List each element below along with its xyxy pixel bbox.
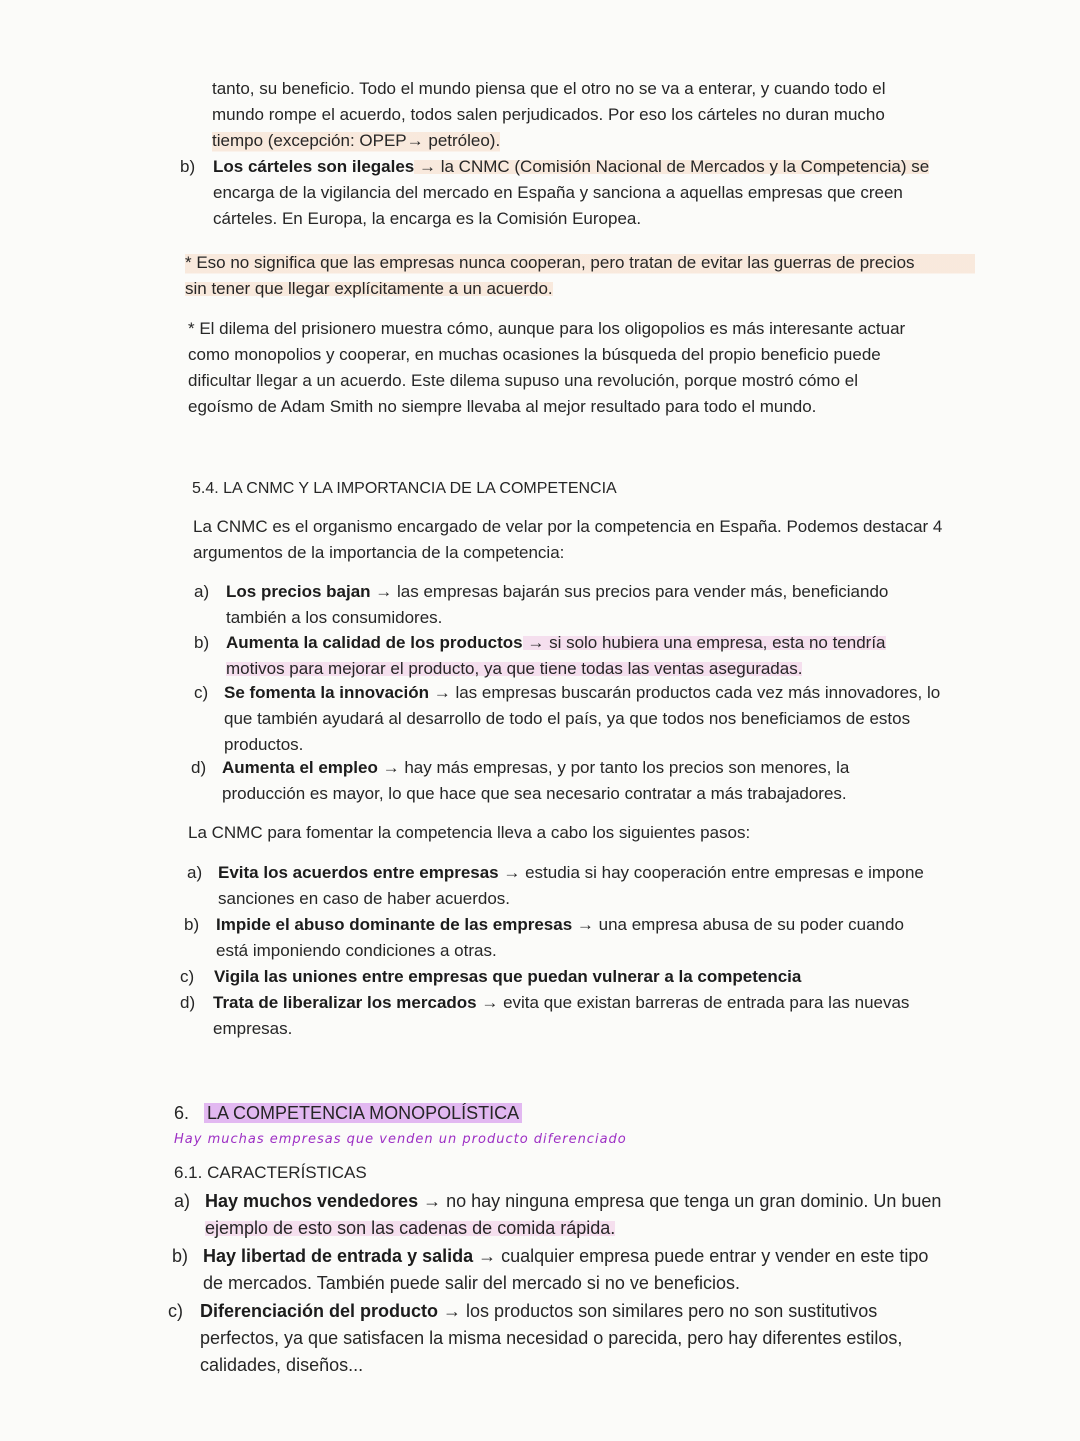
list-item-bold: Evita los acuerdos entre empresas	[218, 863, 499, 882]
list-label: d)	[191, 758, 207, 777]
list-item-text: → si solo hubiera una empresa, esta no tendría	[522, 633, 886, 652]
text-line: * El dilema del prisionero muestra cómo, aunque para los oligopolios es más interesante actuar	[188, 319, 906, 338]
text-line: tiempo (excepción: OPEP→ petróleo).	[212, 128, 500, 154]
text-line: ejemplo de esto son las cadenas de comida rápida.	[205, 1218, 616, 1238]
text-line: como monopolios y cooperar, en muchas ocasiones la búsqueda del propio beneficio puede	[188, 345, 881, 364]
list-label: a)	[174, 1191, 191, 1211]
list-item	[180, 990, 980, 1042]
section-title: LA COMPETENCIA MONOPOLÍSTICA	[204, 1103, 522, 1123]
list-label: b)	[172, 1246, 189, 1266]
list-item-bold: Aumenta el empleo	[222, 758, 378, 777]
list-item-bold: Hay libertad de entrada y salida	[203, 1246, 474, 1266]
list-label: c)	[180, 967, 195, 986]
list-item-text: → los productos son similares pero no son sustitutivos	[438, 1301, 878, 1321]
list-item-text: → cualquier empresa puede entrar y vender en este tipo	[473, 1246, 929, 1266]
list-item-bold: Vigila las uniones entre empresas que puedan vulnerar a la competencia	[214, 967, 802, 986]
list-item-bold: Aumenta la calidad de los productos	[226, 633, 523, 652]
list-item-text: → la CNMC (Comisión Nacional de Mercados y la Competencia) se	[414, 157, 930, 176]
section-title: 5.4. LA CNMC Y LA IMPORTANCIA DE LA COMPETENCIA	[192, 480, 617, 497]
subsection-title: 6.1. CARACTERÍSTICAS	[174, 1163, 367, 1182]
list-label: a)	[194, 582, 210, 601]
list-item	[174, 1188, 974, 1242]
list-item-text: → las empresas buscarán productos cada vez más innovadores, lo	[429, 683, 941, 702]
note-paragraph	[188, 316, 978, 420]
list-item-bold: Diferenciación del producto	[200, 1301, 439, 1321]
list-label: d)	[180, 993, 196, 1012]
text-line: también a los consumidores.	[226, 608, 443, 627]
text-line: sanciones en caso de haber acuerdos.	[218, 889, 511, 908]
text-line: encarga de la vigilancia del mercado en España y sanciona a aquellas empresas que creen	[213, 183, 903, 202]
text-line: productos.	[224, 735, 304, 754]
list-label: c)	[168, 1301, 183, 1321]
list-label: b)	[180, 157, 196, 176]
text-line: perfectos, ya que satisfacen la misma necesidad o parecida, pero hay diferentes estilos,	[200, 1328, 903, 1348]
section-heading	[174, 1100, 522, 1126]
list-item-bold: Impide el abuso dominante de las empresas	[216, 915, 573, 934]
list-item	[191, 755, 981, 807]
list-label: a)	[187, 863, 203, 882]
list-item-text: → no hay ninguna empresa que tenga un gran dominio. Un buen	[418, 1191, 942, 1211]
text-line: está imponiendo condiciones a otras.	[216, 941, 497, 960]
list-item-bold: Trata de liberalizar los mercados	[213, 993, 477, 1012]
list-item	[180, 964, 980, 990]
list-item	[194, 579, 984, 631]
list-item-text: → una empresa abusa de su poder cuando	[572, 915, 904, 934]
continuation-paragraph	[212, 76, 972, 154]
text-line: La CNMC es el organismo encargado de velar por la competencia en España. Podemos destacar 4	[193, 517, 943, 536]
text-line: dificultar llegar a un acuerdo. Este dilema supuso una revolución, porque mostró cómo el	[188, 371, 858, 390]
list-item-bold: Los cárteles son ilegales	[213, 157, 415, 176]
text-line: mundo rompe el acuerdo, todos salen perjudicados. Por eso los cárteles no duran mucho	[212, 105, 885, 124]
text-line: producción es mayor, lo que hace que sea necesario contratar a más trabajadores.	[222, 784, 847, 803]
list-item-text: → hay más empresas, y por tanto los precios son menores, la	[377, 758, 850, 777]
text-line: de mercados. También puede salir del mercado si no ve beneficios.	[203, 1273, 740, 1293]
handwritten-note: Hay muchas empresas que venden un producto diferenciado	[174, 1132, 627, 1147]
list-item-text: → estudia si hay cooperación entre empresas e impone	[498, 863, 924, 882]
list-item	[187, 860, 987, 912]
text-line: motivos para mejorar el producto, ya que tiene todas las ventas aseguradas.	[226, 659, 803, 678]
list-item-bold: Los precios bajan	[226, 582, 371, 601]
text-line: * Eso no significa que las empresas nunca cooperan, pero tratan de evitar las guerras de precios	[185, 250, 975, 276]
list-item	[168, 1298, 968, 1380]
text-line: cárteles. En Europa, la encarga es la Comisión Europea.	[213, 209, 642, 228]
text-line: egoísmo de Adam Smith no siempre llevaba al mejor resultado para todo el mundo.	[188, 397, 817, 416]
list-item	[180, 154, 980, 234]
list-item-text: → las empresas bajarán sus precios para vender más, beneficiando	[370, 582, 889, 601]
text-line: calidades, diseños...	[200, 1355, 364, 1375]
note-paragraph	[185, 250, 975, 302]
list-label: c)	[194, 683, 209, 702]
list-item	[184, 912, 984, 964]
list-label: b)	[184, 915, 200, 934]
text-line: que también ayudará al desarrollo de todo el país, ya que todos nos beneficiamos de estos	[224, 709, 911, 728]
section-number: 6.	[174, 1103, 190, 1123]
list-item-bold: Hay muchos vendedores	[205, 1191, 419, 1211]
list-item-bold: Se fomenta la innovación	[224, 683, 429, 702]
text-line: empresas.	[213, 1019, 293, 1038]
steps-intro: La CNMC para fomentar la competencia lleva a cabo los siguientes pasos:	[188, 823, 751, 842]
section-intro	[193, 514, 983, 566]
list-item	[194, 680, 984, 758]
text-line: tanto, su beneficio. Todo el mundo piensa que el otro no se va a enterar, y cuando todo el	[212, 79, 886, 98]
text-line: sin tener que llegar explícitamente a un acuerdo.	[185, 279, 553, 298]
list-label: b)	[194, 633, 210, 652]
list-item-text: → evita que existan barreras de entrada para las nuevas	[476, 993, 910, 1012]
list-item	[172, 1243, 972, 1297]
text-line: argumentos de la importancia de la competencia:	[193, 543, 565, 562]
list-item	[194, 630, 984, 682]
